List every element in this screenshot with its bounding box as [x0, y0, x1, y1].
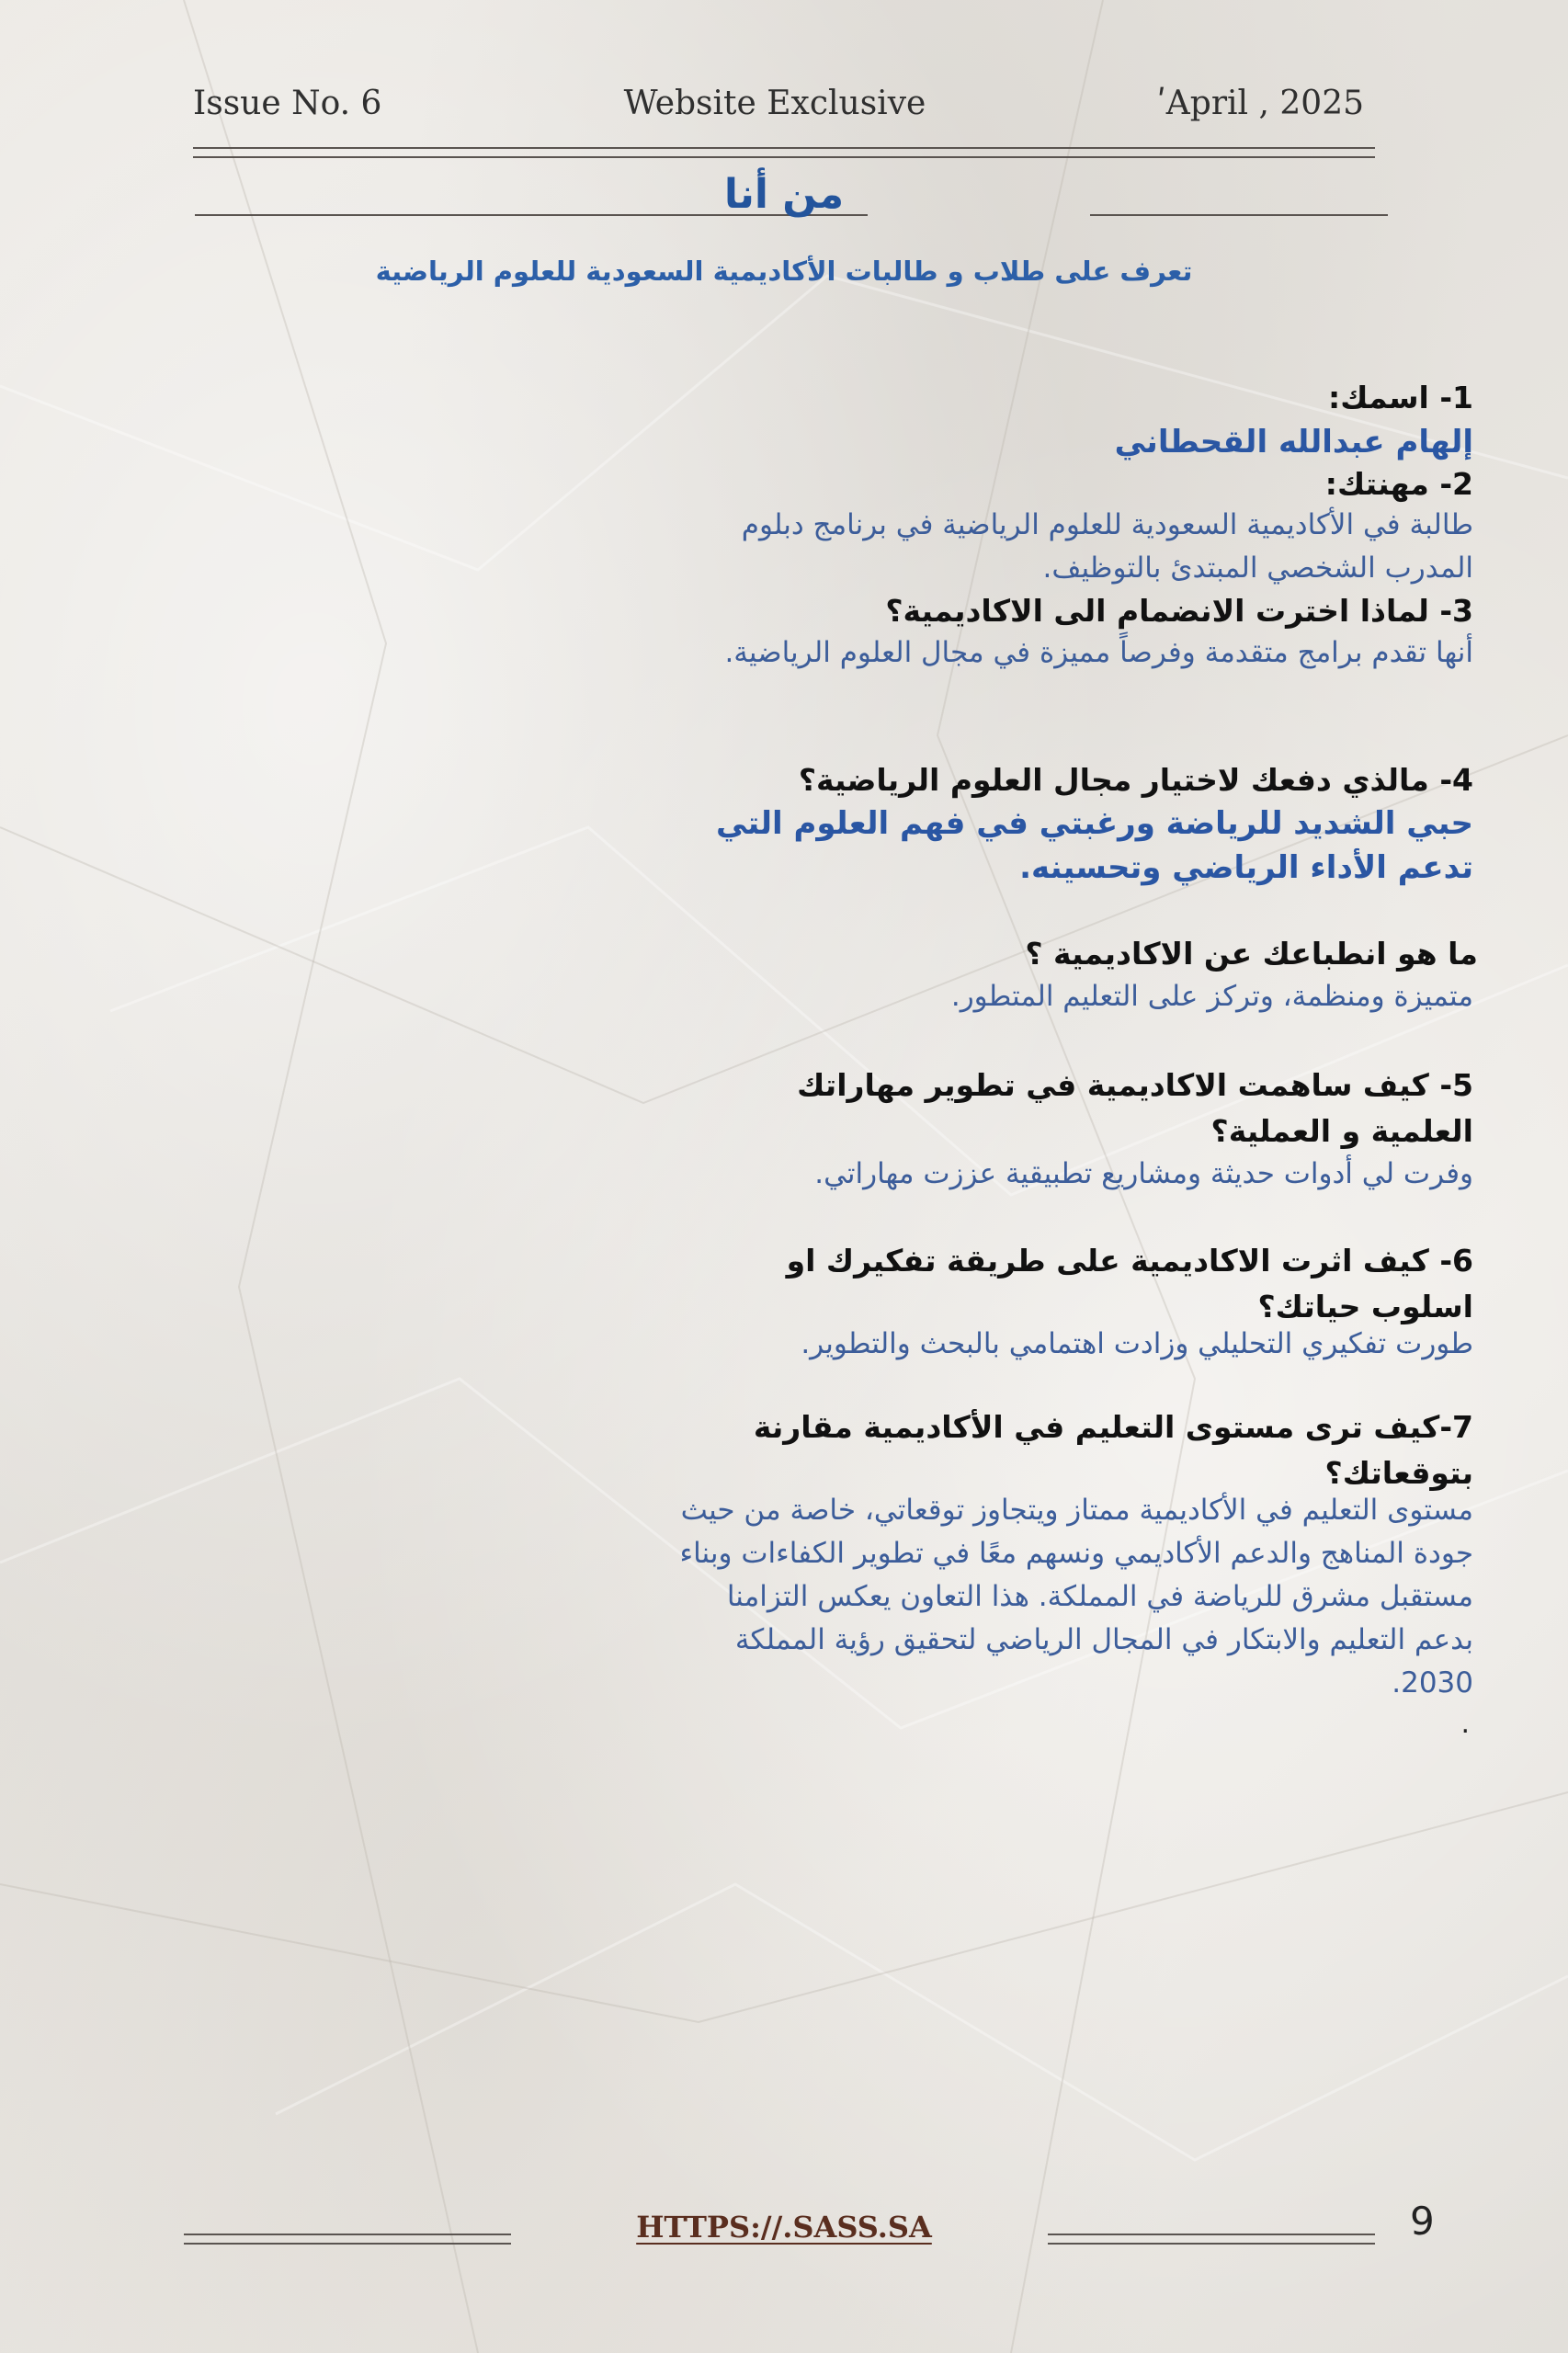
- header-divider-top: [193, 147, 1375, 149]
- edition-label: Website Exclusive: [623, 85, 926, 122]
- answer-impression: متميزة ومنظمة، وتركز على التعليم المتطور.: [950, 980, 1473, 1013]
- answer-6: طورت تفكيري التحليلي وزادت اهتمامي بالبحث والتطوير.: [801, 1327, 1473, 1360]
- question-2: 2- مهنتك:: [1324, 466, 1473, 502]
- page-subtitle: تعرف على طلاب و طالبات الأكاديمية السعودية للعلوم الرياضية: [375, 256, 1193, 287]
- issue-date: ʹApril , 2025: [1156, 85, 1364, 122]
- answer-3: أنها تقدم برامج متقدمة وفرصاً مميزة في مجال العلوم الرياضية.: [724, 636, 1473, 669]
- answer-4: حبي الشديد للرياضة ورغبتي في فهم العلوم التي تدعم الأداء الرياضي وتحسينه.: [715, 805, 1473, 886]
- question-7: 7-كيف ترى مستوى التعليم في الأكاديمية مقارنة بتوقعاتك؟: [753, 1409, 1473, 1491]
- question-4: 4- مالذي دفعك لاختيار مجال العلوم الرياضية؟: [798, 762, 1473, 798]
- answer-7: مستوى التعليم في الأكاديمية ممتاز ويتجاوز توقعاتي، خاصة من حيث جودة المناهج والدعم الأكاديمي ونسهم معًا في تطوير الكفاءات وبناء مستقبل مشرق للرياضة في المملكة. هذا التعاون يعكس التزامنا بدعم التعليم والابتكار في المجال الرياضي لتحقيق رؤية المملكة 2030.: [679, 1494, 1473, 1699]
- question-1: 1- اسمك:: [1328, 380, 1473, 415]
- header-divider-bottom: [193, 156, 1375, 158]
- answer-1: إلهام عبدالله القحطاني: [1114, 424, 1473, 460]
- page-number: 9: [1410, 2199, 1435, 2244]
- page-title: من أنا: [723, 171, 845, 218]
- trailing-mark: .: [1460, 1708, 1470, 1740]
- question-6: 6- كيف اثرت الاكاديمية على طريقة تفكيرك او اسلوب حياتك؟: [786, 1243, 1473, 1324]
- question-impression: ما هو انطباعك عن الاكاديمية ؟: [1025, 936, 1478, 972]
- answer-2: طالبة في الأكاديمية السعودية للعلوم الرياضية في برنامج دبلوم المدرب الشخصي المبتدئ بالتوظيف.: [741, 508, 1473, 585]
- question-5: 5- كيف ساهمت الاكاديمية في تطوير مهاراتك العلمية و العملية؟: [797, 1067, 1473, 1149]
- question-3: 3- لماذا اخترت الانضمام الى الاكاديمية؟: [885, 593, 1473, 629]
- website-link[interactable]: HTTPS://.SASS.SA: [636, 2210, 932, 2245]
- issue-number: Issue No. 6: [193, 85, 382, 122]
- answer-5: وفرت لي أدوات حديثة ومشاريع تطبيقية عززت مهاراتي.: [814, 1157, 1473, 1190]
